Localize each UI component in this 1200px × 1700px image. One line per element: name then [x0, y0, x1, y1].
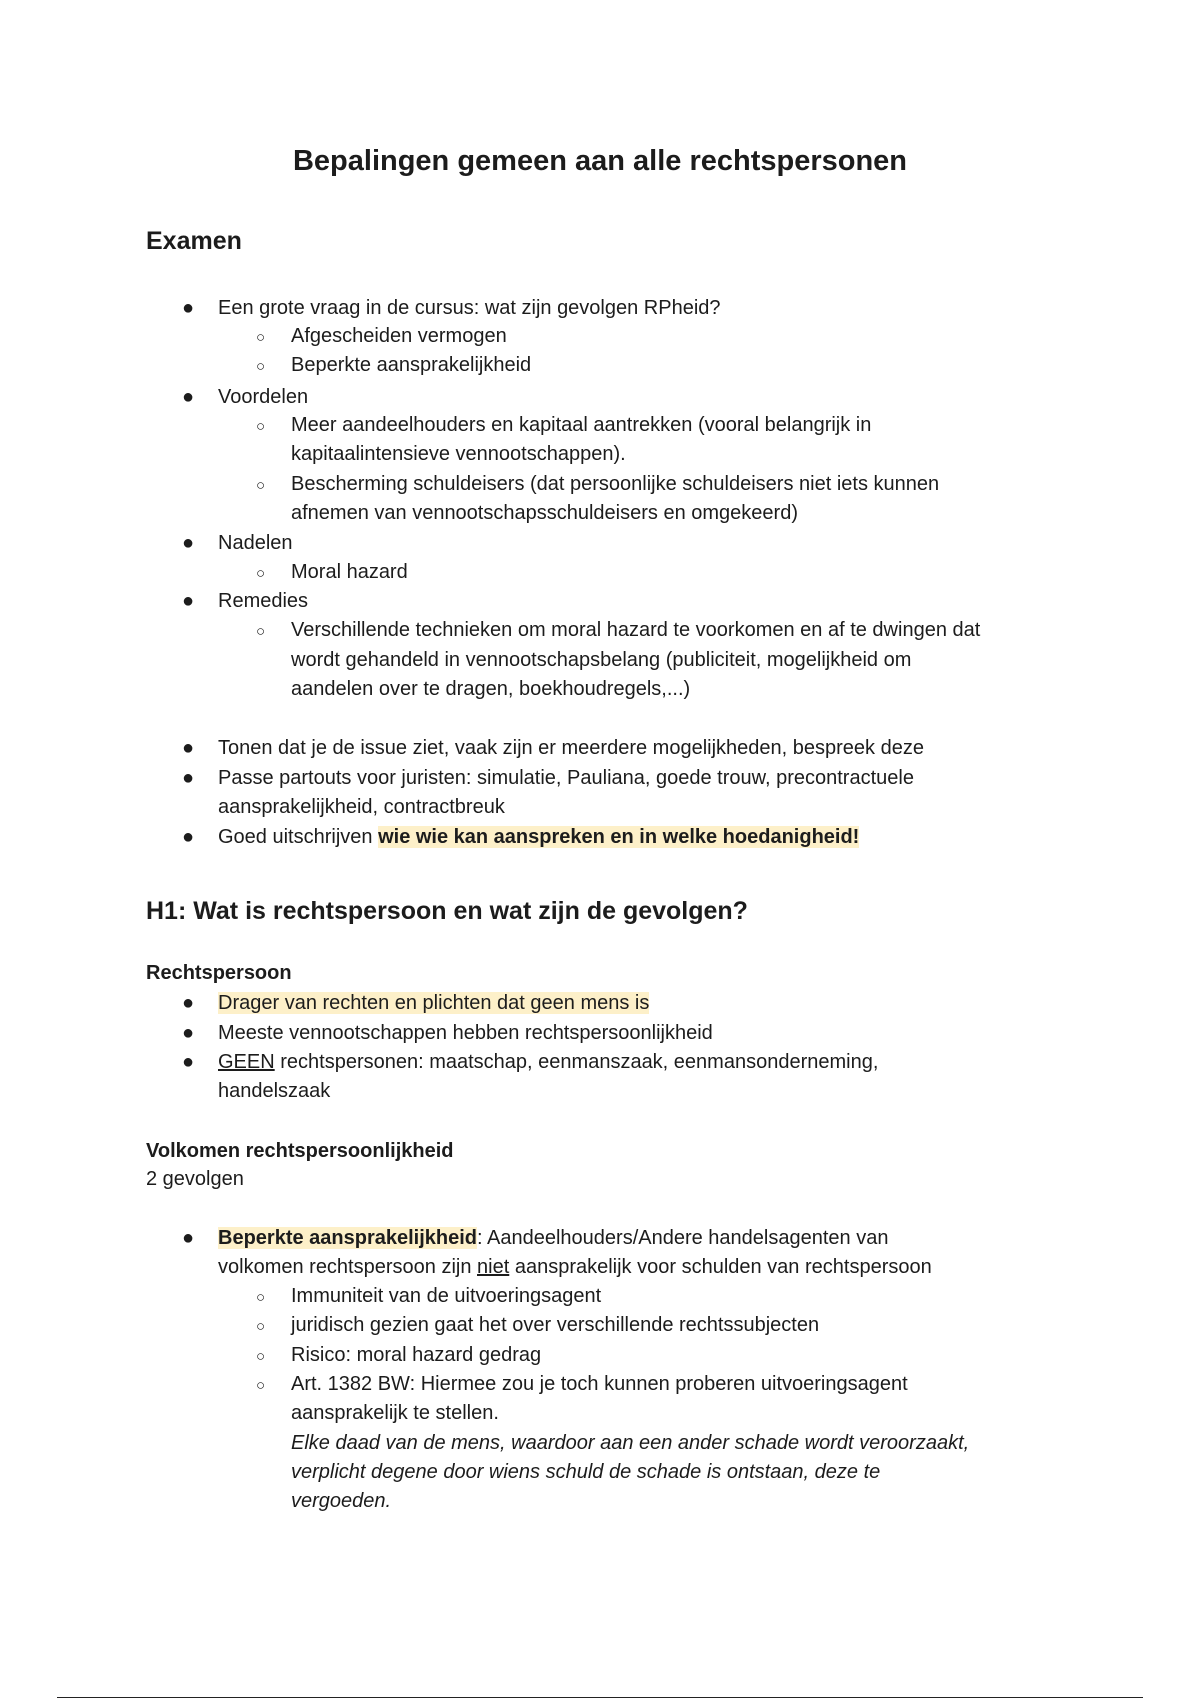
list-item-text: rechtspersonen: maatschap, eenmanszaak, eenmansonderneming, [274, 1051, 879, 1073]
sub-list-item: Risico: moral hazard gedrag [291, 1344, 542, 1366]
sub-list-item: Bescherming schuldeisers (dat persoonlijke schuldeisers niet iets kunnen [291, 473, 940, 495]
bullet-icon: ● [182, 737, 195, 759]
list-item: Een grote vraag in de cursus: wat zijn gevolgen RPheid? [218, 297, 721, 319]
bullet-icon: ● [182, 532, 195, 554]
list-item [218, 824, 859, 850]
list-item-continuation: handelszaak [218, 1080, 331, 1102]
highlighted-bold-text: wie wie kan aanspreken en in welke hoedanigheid! [378, 826, 860, 848]
sub-list-item: juridisch gezien gaat het over verschillende rechtssubjecten [291, 1314, 820, 1336]
sub-list-item-continuation: aandelen over te dragen, boekhoudregels,...) [291, 678, 691, 700]
bullet-icon: ● [182, 767, 195, 789]
list-item-text: volkomen rechtspersoon zijn [218, 1256, 478, 1278]
subheading-rechtspersoon: Rechtspersoon [146, 962, 292, 984]
list-item-continuation [218, 1254, 932, 1280]
quote-line: Elke daad van de mens, waardoor aan een ander schade wordt veroorzaakt, [291, 1432, 970, 1454]
list-item: Meeste vennootschappen hebben rechtspersoonlijkheid [218, 1022, 713, 1044]
sub-bullet-icon: ○ [256, 358, 266, 375]
bullet-icon: ● [182, 992, 195, 1014]
list-item [218, 990, 649, 1016]
section-heading-h1: H1: Wat is rechtspersoon en wat zijn de gevolgen? [146, 897, 748, 925]
subheading-volkomen-rechtspersoonlijkheid: Volkomen rechtspersoonlijkheid [146, 1140, 454, 1162]
bullet-icon: ● [182, 826, 195, 848]
sub-list-item-continuation: kapitaalintensieve vennootschappen). [291, 443, 626, 465]
highlighted-text: Drager van rechten en plichten dat geen mens is [218, 992, 650, 1014]
bullet-icon: ● [182, 386, 195, 408]
list-item: Tonen dat je de issue ziet, vaak zijn er meerdere mogelijkheden, bespreek deze [218, 737, 924, 759]
bullet-icon: ● [182, 1227, 195, 1249]
sub-bullet-icon: ○ [256, 565, 266, 582]
sub-bullet-icon: ○ [256, 1377, 266, 1394]
list-item: Voordelen [218, 386, 309, 408]
page-divider [57, 1697, 1143, 1698]
list-item-text: aansprakelijk voor schulden van rechtspersoon [509, 1256, 932, 1278]
list-item-continuation: aansprakelijkheid, contractbreuk [218, 796, 505, 818]
sub-list-item-continuation: wordt gehandeld in vennootschapsbelang (publiciteit, mogelijkheid om [291, 649, 912, 671]
sub-list-item: Verschillende technieken om moral hazard te voorkomen en af te dwingen dat [291, 619, 981, 641]
sub-list-item: Meer aandeelhouders en kapitaal aantrekken (vooral belangrijk in [291, 414, 872, 436]
paragraph: 2 gevolgen [146, 1168, 244, 1190]
sub-bullet-icon: ○ [256, 1318, 266, 1335]
list-item-text: : Aandeelhouders/Andere handelsagenten van [477, 1227, 889, 1249]
underlined-text: niet [477, 1256, 510, 1278]
list-item-text: Goed uitschrijven [218, 826, 379, 848]
sub-list-item-continuation: afnemen van vennootschapsschuldeisers en omgekeerd) [291, 502, 798, 524]
sub-list-item-continuation: aansprakelijk te stellen. [291, 1402, 499, 1424]
list-item: Remedies [218, 590, 309, 612]
sub-bullet-icon: ○ [256, 329, 266, 346]
sub-list-item: Afgescheiden vermogen [291, 325, 507, 347]
quote-line: vergoeden. [291, 1490, 392, 1512]
bullet-icon: ● [182, 1051, 195, 1073]
bullet-icon: ● [182, 1022, 195, 1044]
highlighted-bold-text: Beperkte aansprakelijkheid [218, 1227, 478, 1249]
sub-list-item: Beperkte aansprakelijkheid [291, 354, 532, 376]
sub-bullet-icon: ○ [256, 623, 266, 640]
section-heading-examen: Examen [146, 227, 242, 255]
bullet-icon: ● [182, 590, 195, 612]
list-item [218, 1049, 878, 1075]
bullet-icon: ● [182, 297, 195, 319]
sub-list-item: Art. 1382 BW: Hiermee zou je toch kunnen proberen uitvoeringsagent [291, 1373, 908, 1395]
sub-list-item: Immuniteit van de uitvoeringsagent [291, 1285, 602, 1307]
list-item: Passe partouts voor juristen: simulatie, Pauliana, goede trouw, precontractuele [218, 767, 914, 789]
list-item: Nadelen [218, 532, 293, 554]
sub-bullet-icon: ○ [256, 1348, 266, 1365]
list-item [218, 1225, 888, 1251]
document-title: Bepalingen gemeen aan alle rechtspersonen [292, 145, 908, 177]
sub-bullet-icon: ○ [256, 1289, 266, 1306]
sub-bullet-icon: ○ [256, 477, 266, 494]
quote-line: verplicht degene door wiens schuld de schade is ontstaan, deze te [291, 1461, 881, 1483]
underlined-text: GEEN [218, 1051, 275, 1073]
sub-list-item: Moral hazard [291, 561, 408, 583]
sub-bullet-icon: ○ [256, 418, 266, 435]
